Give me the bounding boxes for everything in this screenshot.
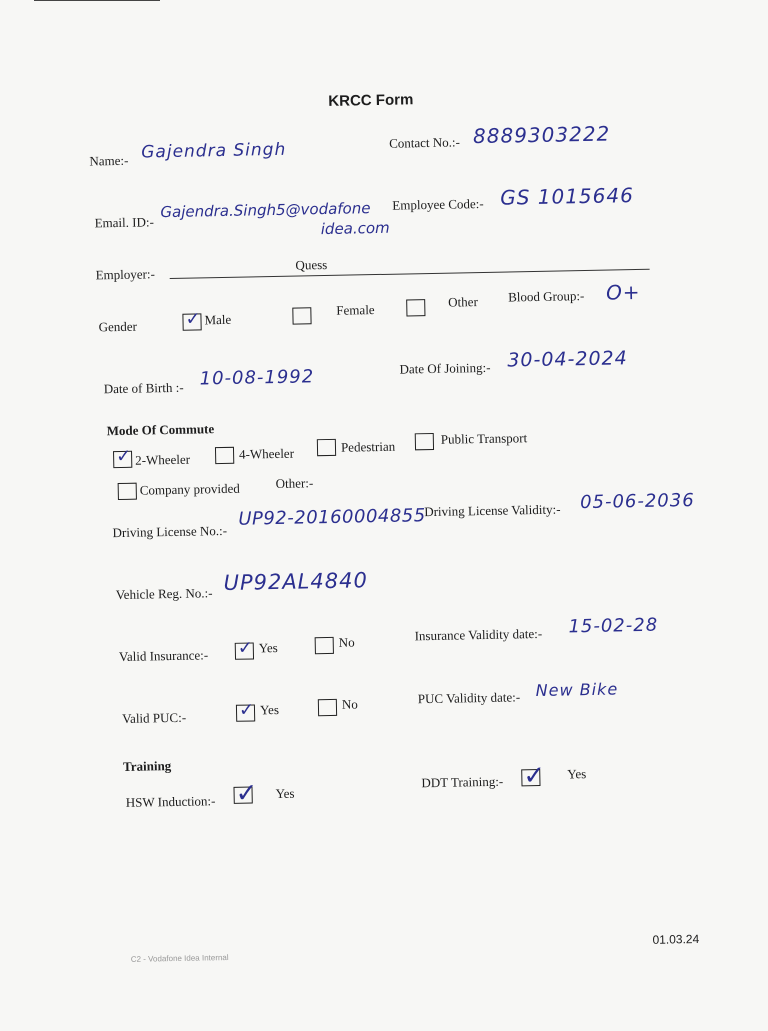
puc-no-label: No — [341, 696, 358, 712]
commute-other-label: Other:- — [275, 475, 314, 491]
employee-code-value[interactable]: GS 1015646 — [499, 183, 635, 210]
insurance-no-checkbox[interactable] — [315, 637, 334, 654]
contact-label: Contact No.:- — [389, 134, 461, 151]
hsw-yes-label: Yes — [275, 785, 295, 802]
commute-public-label: Public Transport — [440, 430, 528, 447]
gender-label: Gender — [98, 318, 138, 335]
ddt-training-label: DDT Training:- — [421, 773, 504, 791]
footer-classification: C2 - Vodafone Idea Internal — [130, 952, 229, 964]
commute-company-checkbox[interactable] — [118, 483, 137, 500]
employer-value[interactable]: Quess — [295, 256, 328, 273]
dl-number-value[interactable]: UP92-20160004855 — [238, 505, 426, 530]
footer-date: 01.03.24 — [652, 931, 700, 947]
email-label: Email. ID:- — [94, 214, 154, 231]
dl-number-label: Driving License No.:- — [112, 522, 228, 541]
ddt-yes-label: Yes — [567, 766, 587, 782]
training-heading: Training — [122, 758, 172, 774]
puc-validity-label: PUC Validity date:- — [417, 689, 521, 707]
gender-male-label: Male — [204, 311, 232, 328]
vehicle-reg-label: Vehicle Reg. No.:- — [115, 585, 213, 603]
commute-pedestrian-checkbox[interactable] — [317, 439, 336, 456]
doj-value[interactable]: 30-04-2024 — [507, 347, 628, 372]
email-value-line1[interactable]: Gajendra.Singh5@vodafone — [160, 199, 371, 222]
commute-heading: Mode Of Commute — [106, 421, 215, 439]
hsw-induction-label: HSW Induction:- — [125, 793, 216, 810]
scan-edge-line — [34, 0, 160, 1]
gender-other-checkbox[interactable] — [406, 299, 425, 316]
puc-yes-label: Yes — [259, 701, 280, 718]
insurance-no-label: No — [338, 634, 355, 650]
gender-female-label: Female — [336, 302, 375, 318]
checkmark-icon: ✓ — [238, 699, 255, 721]
checkmark-icon: ✓ — [235, 778, 258, 809]
commute-4wheeler-checkbox[interactable] — [215, 447, 234, 464]
valid-insurance-label: Valid Insurance:- — [118, 647, 209, 665]
employer-label: Employer:- — [95, 266, 155, 283]
gender-other-label: Other — [448, 294, 478, 310]
commute-4wheeler-label: 4-Wheeler — [238, 445, 295, 462]
commute-pedestrian-label: Pedestrian — [340, 438, 396, 455]
vehicle-reg-value[interactable]: UP92AL4840 — [223, 568, 369, 596]
dl-validity-value[interactable]: 05-06-2036 — [579, 489, 695, 514]
name-label: Name:- — [89, 152, 129, 169]
gender-female-checkbox[interactable] — [292, 307, 311, 324]
doj-label: Date Of Joining:- — [399, 359, 491, 377]
dob-value[interactable]: 10-08-1992 — [199, 366, 315, 390]
commute-public-checkbox[interactable] — [415, 433, 434, 450]
valid-puc-label: Valid PUC:- — [122, 709, 187, 726]
blood-group-label: Blood Group:- — [507, 288, 585, 305]
contact-value[interactable]: 8889303222 — [472, 121, 611, 149]
puc-validity-value[interactable]: New Bike — [535, 679, 619, 701]
checkmark-icon: ✓ — [185, 308, 201, 330]
name-value[interactable]: Gajendra Singh — [141, 139, 287, 163]
insurance-validity-value[interactable]: 15-02-28 — [568, 614, 659, 638]
employer-underline — [170, 269, 650, 279]
dob-label: Date of Birth :- — [103, 379, 184, 397]
insurance-validity-label: Insurance Validity date:- — [414, 625, 543, 644]
blood-group-value[interactable]: O+ — [605, 279, 641, 305]
dl-validity-label: Driving License Validity:- — [424, 501, 561, 520]
checkmark-icon: ✓ — [115, 445, 132, 468]
employee-code-label: Employee Code:- — [392, 195, 484, 213]
form-title: KRCC Form — [328, 91, 414, 110]
email-value-line2[interactable]: idea.com — [320, 218, 390, 239]
checkmark-icon: ✓ — [237, 637, 254, 659]
insurance-yes-label: Yes — [258, 639, 278, 656]
commute-2wheeler-label: 2-Wheeler — [135, 451, 191, 468]
commute-company-label: Company provided — [139, 480, 240, 498]
puc-no-checkbox[interactable] — [318, 699, 337, 716]
checkmark-icon: ✓ — [523, 760, 546, 792]
